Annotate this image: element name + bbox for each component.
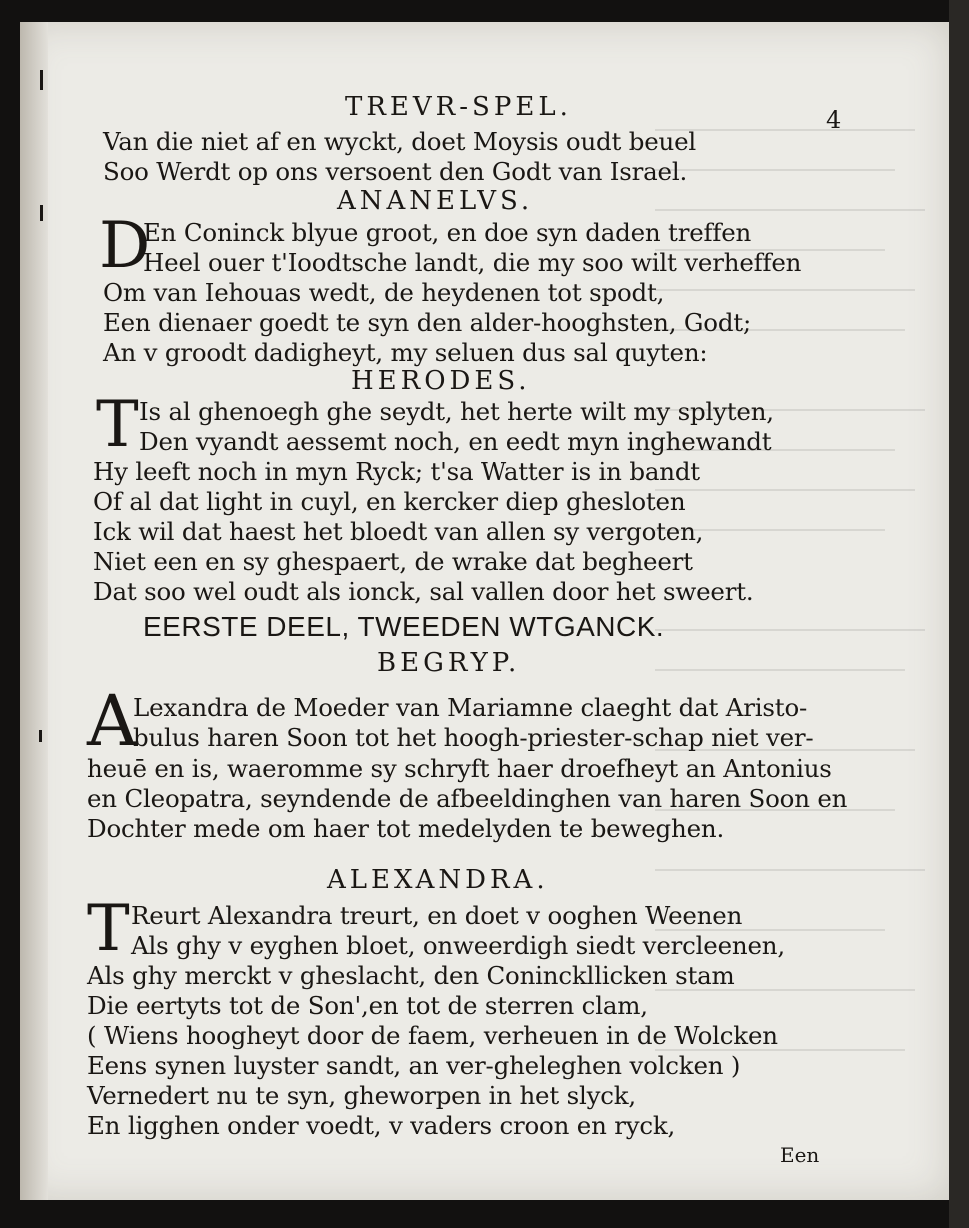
verse-line: Of al dat light in cuyl, en kercker diep ghesloten (93, 487, 686, 516)
summary-line: bulus haren Soon tot het hoogh-priester-schap niet ver- (133, 723, 814, 752)
verse-line: Die eertyts tot de Son',en tot de sterren clam, (87, 991, 648, 1020)
verse-line: Als ghy merckt v gheslacht, den Coninckllicken stam (87, 961, 735, 990)
verse-line: Hy leeft noch in myn Ryck; t'sa Watter is in bandt (93, 457, 700, 486)
section-title: EERSTE DEEL, TWEEDEN WTGANCK. (143, 611, 665, 642)
verse-line: Ick wil dat haest het bloedt van allen sy vergoten, (93, 517, 704, 546)
margin-ink-mark (40, 70, 43, 90)
summary-heading: BEGRYP. (377, 648, 521, 678)
verse-line: Den vyandt aessemt noch, en eedt myn inghewandt (139, 427, 772, 456)
drop-cap: T (87, 892, 130, 966)
margin-ink-mark (39, 730, 42, 742)
verse-line: En ligghen onder voedt, v vaders croon en ryck, (87, 1111, 676, 1140)
speaker-name: ALEXANDRA. (327, 865, 549, 895)
verse-line: Eens synen luyster sandt, an ver-gheleghen volcken ) (87, 1051, 741, 1080)
speaker-name: ANANELVS. (337, 186, 534, 216)
verse-line: Heel ouer t'Ioodtsche landt, die my soo wilt verheffen (143, 248, 802, 277)
drop-cap: T (96, 388, 139, 462)
verse-line: Soo Werdt op ons versoent den Godt van Israel. (103, 157, 688, 186)
verse-line: Vernedert nu te syn, gheworpen in het slyck, (87, 1081, 636, 1110)
drop-cap: D (99, 209, 151, 283)
verse-line: Van die niet af en wyckt, doet Moysis oudt beuel (103, 127, 697, 156)
summary-line: en Cleopatra, seyndende de afbeeldinghen van haren Soon en (87, 784, 848, 813)
summary-line: heuē en is, waeromme sy schryft haer droefheyt an Antonius (87, 754, 832, 783)
drop-cap: A (87, 680, 138, 762)
summary-line: Lexandra de Moeder van Mariamne claeght dat Aristo- (133, 693, 808, 722)
summary-line: Dochter mede om haer tot medelyden te beweghen. (87, 814, 725, 843)
verse-line: Niet een en sy ghespaert, de wrake dat begheert (93, 547, 693, 576)
verse-line: Dat soo wel oudt als ionck, sal vallen door het sweert. (93, 577, 754, 606)
speaker-name: HERODES. (351, 366, 531, 396)
page-number: 4 (826, 106, 842, 134)
running-head: TREVR-SPEL. (345, 92, 572, 122)
verse-line: ( Wiens hoogheyt door de faem, verheuen in de Wolcken (87, 1021, 778, 1050)
verse-line: Reurt Alexandra treurt, en doet v ooghen Weenen (131, 901, 743, 930)
verse-line: Is al ghenoegh ghe seydt, het herte wilt my splyten, (139, 397, 774, 426)
margin-ink-mark (40, 205, 43, 221)
verse-line: Een dienaer goedt te syn den alder-hooghsten, Godt; (103, 308, 751, 337)
verse-line: Om van Iehouas wedt, de heydenen tot spodt, (103, 278, 665, 307)
catchword: Een (780, 1143, 820, 1167)
verse-line: En Coninck blyue groot, en doe syn daden treffen (143, 218, 752, 247)
verse-line: An v groodt dadigheyt, my seluen dus sal quyten: (103, 338, 708, 367)
verse-line: Als ghy v eyghen bloet, onweerdigh siedt vercleenen, (131, 931, 785, 960)
